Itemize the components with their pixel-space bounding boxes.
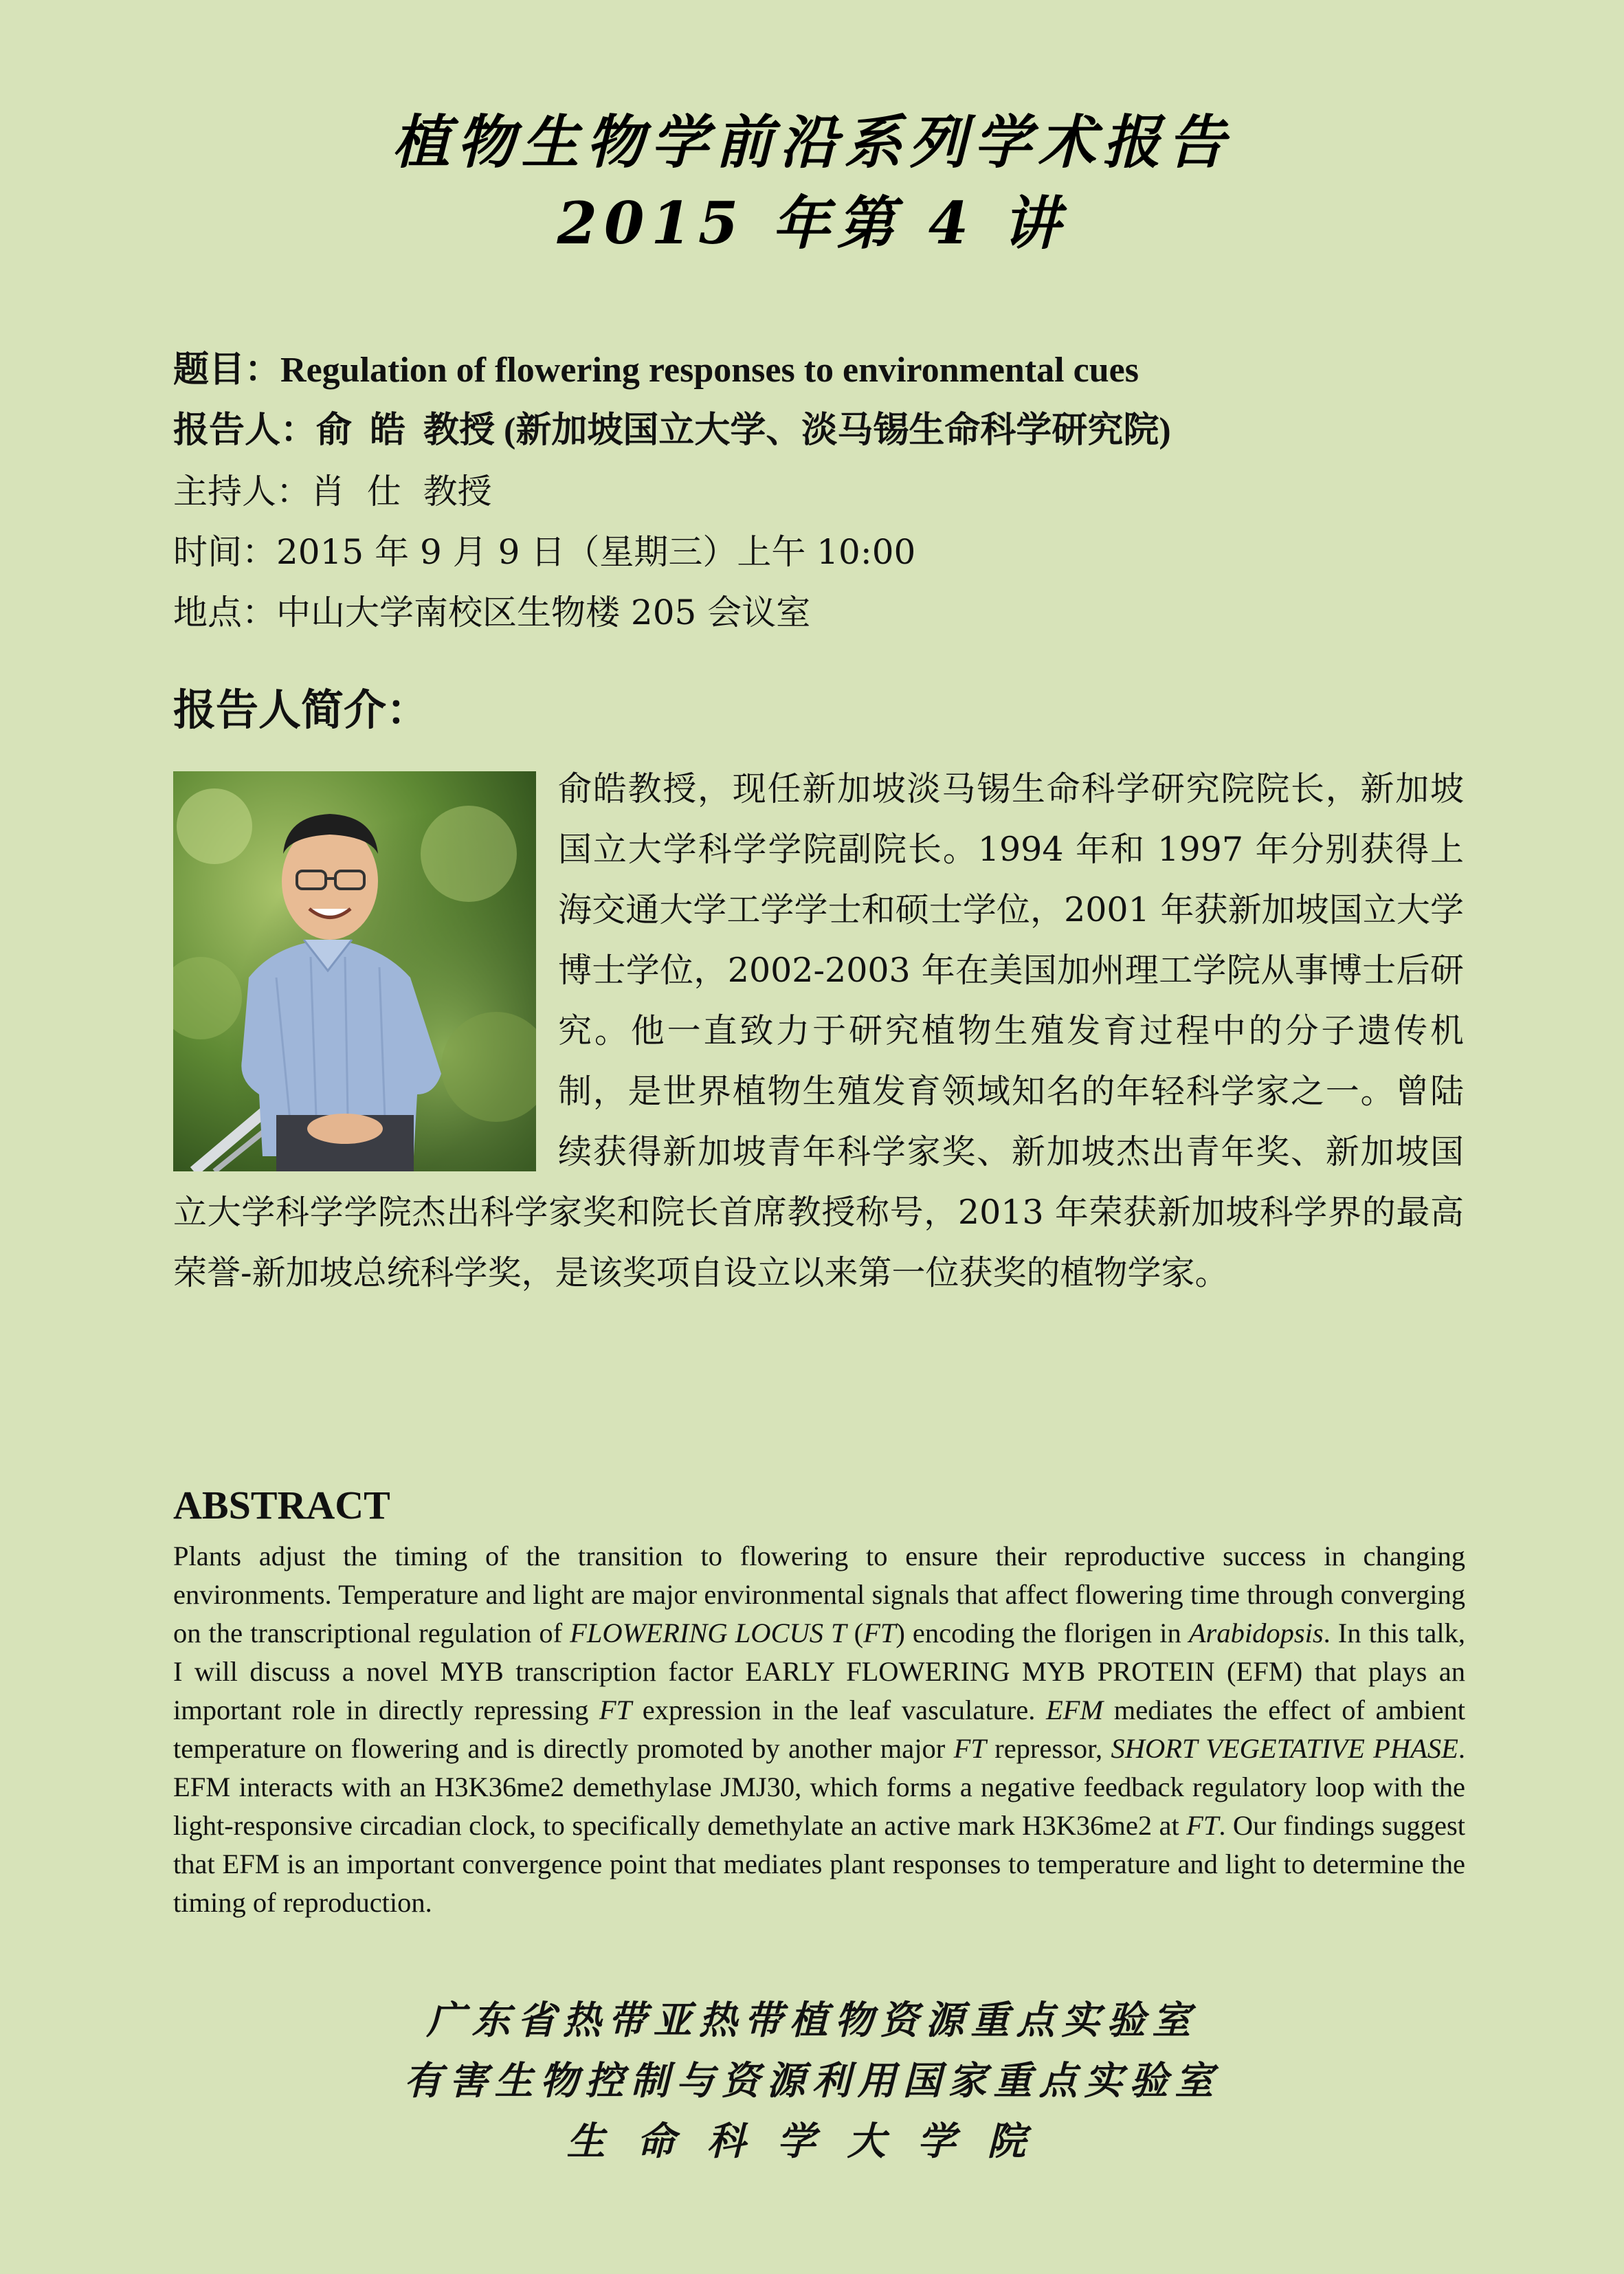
speaker-label: 报告人： [173,411,317,450]
abstract-part: . Our findings suggest that EFM is an important convergence point that mediates plant responses to temperature and light to determine the timing of reproduction. [173,1810,1465,1918]
abstract-part: . EFM interacts with an H3K36me2 demethylase JMJ30, which forms a negative feedback regulatory loop with the light-responsive circadian clock, to specifically demethylate an active mark H3K36me2 at [173,1733,1465,1841]
place-line [173,582,1479,643]
abstract-text [173,1537,1465,1922]
speaker-value: 俞 皓 教授 (新加坡国立大学、淡马锡生命科学研究院) [316,411,1171,450]
organizer-footer [0,1990,1624,2172]
title-block [0,102,1624,264]
abstract-heading: ABSTRACT [173,1483,390,1527]
topic-label: 题目： [173,351,281,390]
abstract-part: . In this talk, I will discuss a novel MYB transcription factor EARLY FLOWERING MYB PROTEIN (EFM) that plays an important role in directly repressing [173,1618,1466,1725]
abstract-italic: FLOWERING LOCUS T [570,1618,847,1648]
abstract-italic: FT [599,1695,632,1725]
abstract-part: mediates the effect of ambient temperature on flowering and is directly promoted by another major [173,1695,1465,1764]
bio-text-block [173,759,1464,1303]
abstract-part: expression in the leaf vasculature. [632,1695,1046,1725]
organizer-line-2: 有害生物控制与资源利用国家重点实验室 [403,2058,1221,2104]
abstract-part: repressor, [986,1733,1111,1764]
bio-heading: 报告人简介： [173,685,430,735]
abstract-italic: FT [863,1618,896,1648]
bio-text: 俞皓教授，现任新加坡淡马锡生命科学研究院院长，新加坡国立大学科学学院副院长。1994 年和 1997 年分别获得上海交通大学工学学士和硕士学位，2001 年获新加坡国立大学博士学位，2002-2003 年在美国加州理工学院从事博士后研究。他一直致力于研究植物生殖发育过程中的分子遗传机制，是世界植物生殖发育领域知名的年轻科学家之一。曾陆续获得新加坡青年科学家奖、新加坡杰出青年奖、新加坡国立大学科学学院杰出科学家奖和院长首席教授称号，2013 年荣获新加坡科学界的最高荣誉-新加坡总统科学奖，是该奖项自设立以来第一位获奖的植物学家。 [173,769,1464,1292]
abstract-part: ( [846,1618,864,1648]
topic-line [173,340,1479,401]
topic-value: Regulation of flowering responses to environmental cues [280,351,1139,390]
time-line [173,522,1479,582]
abstract-italic: EFM [1045,1695,1104,1725]
abstract-part: Plants adjust the timing of the transition to flowering to ensure their reproductive success in changing environments. Temperature and light are major environmental signals that affect flowering time through converging on the transcriptional regulation of [173,1541,1465,1648]
host-value: 肖 仕 教授 [311,472,492,511]
poster-subtitle: 2015 年第 4 讲 [557,189,1067,257]
poster-title: 植物生物学前沿系列学术报告 [392,108,1232,176]
host-label: 主持人： [173,472,311,511]
organizer-line-1: 广东省热带亚热带植物资源重点实验室 [426,1998,1198,2043]
abstract-italic: Arabidopsis [1188,1618,1324,1648]
host-line [173,461,1479,522]
speaker-line [173,401,1479,461]
abstract-part: ) encoding the florigen in [896,1618,1189,1648]
abstract-italic: SHORT VEGETATIVE PHASE [1111,1733,1458,1764]
time-value: 2015 年 9 月 9 日（星期三）上午 10:00 [276,532,916,572]
place-value: 中山大学南校区生物楼 205 会议室 [276,593,811,632]
abstract-italic: FT [953,1733,986,1764]
place-label: 地点： [173,593,276,632]
photo-spacer [173,759,558,1171]
time-label: 时间： [173,532,276,572]
abstract-italic: FT [1186,1810,1219,1841]
talk-info [173,340,1479,643]
organizer-line-3: 生命科学大学院 [566,2119,1058,2164]
